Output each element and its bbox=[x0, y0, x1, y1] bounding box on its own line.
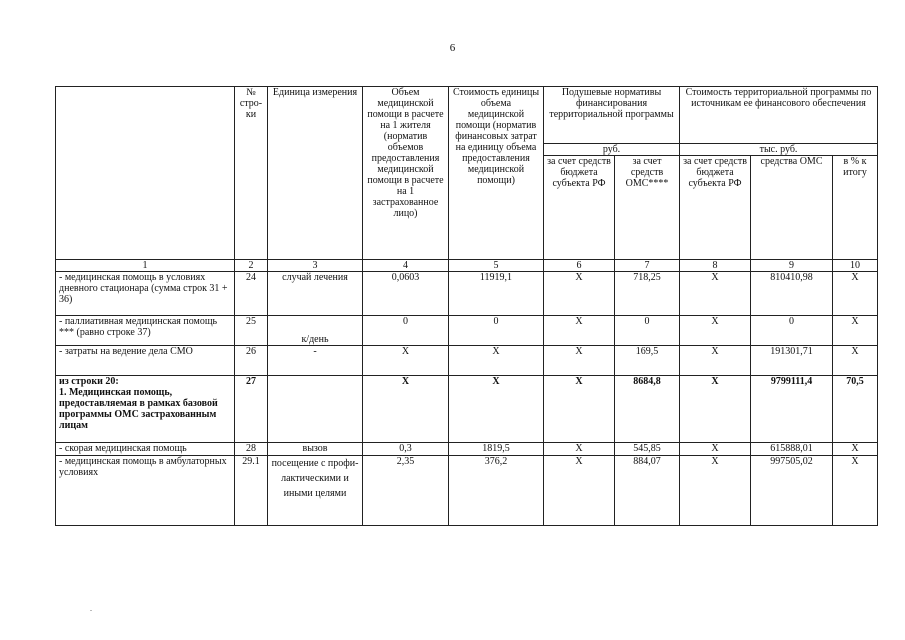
table-row bbox=[56, 456, 878, 526]
header-row-no: № стро-ки bbox=[235, 87, 268, 260]
row-per-capita-budget: Х bbox=[544, 443, 615, 456]
table-row bbox=[56, 443, 878, 456]
row-volume: 0 bbox=[363, 316, 449, 346]
column-number: 10 bbox=[833, 260, 878, 272]
row-percent: 70,5 bbox=[833, 376, 878, 443]
row-total-budget: Х bbox=[680, 376, 751, 443]
header-percent: в % к итогу bbox=[833, 156, 878, 260]
scan-speck bbox=[90, 610, 92, 611]
row-number: 24 bbox=[235, 272, 268, 316]
row-name: - медицинская помощь в амбулаторных условиях bbox=[56, 456, 235, 526]
row-per-capita-oms: 884,07 bbox=[615, 456, 680, 526]
table-row bbox=[56, 346, 878, 376]
row-unit-cost: 1819,5 bbox=[449, 443, 544, 456]
header-volume: Объем медицинской помощи в расчете на 1 жителя (норматив объемов предоставления медицинской помощи в расчете на 1 застрахованное лицо) bbox=[363, 87, 449, 260]
column-number: 2 bbox=[235, 260, 268, 272]
header-name-cell bbox=[56, 87, 235, 260]
row-total-oms: 810410,98 bbox=[751, 272, 833, 316]
row-percent: Х bbox=[833, 346, 878, 376]
row-number: 26 bbox=[235, 346, 268, 376]
column-number-row bbox=[56, 260, 878, 272]
row-percent: Х bbox=[833, 316, 878, 346]
column-number: 4 bbox=[363, 260, 449, 272]
row-unit: посещение с профи-лактическими и иными целями bbox=[268, 456, 363, 526]
header-row-1 bbox=[56, 87, 878, 144]
row-percent: Х bbox=[833, 443, 878, 456]
header-program-cost: Стоимость территориальной программы по источникам ее финансового обеспечения bbox=[680, 87, 878, 144]
row-percent: Х bbox=[833, 272, 878, 316]
row-per-capita-oms: 0 bbox=[615, 316, 680, 346]
row-total-budget: Х bbox=[680, 316, 751, 346]
row-name: - медицинская помощь в условиях дневного стационара (сумма строк 31 + 36) bbox=[56, 272, 235, 316]
table-row bbox=[56, 272, 878, 316]
row-volume: 0,3 bbox=[363, 443, 449, 456]
row-unit: к/день bbox=[268, 316, 363, 346]
header-unit-cost: Стоимость единицы объема медицинской помощи (норматив финансовых затрат на единицу объема предоставления медицинской помощи) bbox=[449, 87, 544, 260]
row-per-capita-budget: Х bbox=[544, 272, 615, 316]
row-unit bbox=[268, 376, 363, 443]
row-per-capita-oms: 718,25 bbox=[615, 272, 680, 316]
row-number: 29.1 bbox=[235, 456, 268, 526]
row-unit: случай лечения bbox=[268, 272, 363, 316]
row-per-capita-oms: 169,5 bbox=[615, 346, 680, 376]
row-percent: Х bbox=[833, 456, 878, 526]
column-number: 5 bbox=[449, 260, 544, 272]
row-unit-cost: 0 bbox=[449, 316, 544, 346]
row-per-capita-oms: 545,85 bbox=[615, 443, 680, 456]
row-name: - скорая медицинская помощь bbox=[56, 443, 235, 456]
row-per-capita-budget: Х bbox=[544, 376, 615, 443]
row-total-budget: Х bbox=[680, 456, 751, 526]
row-volume: Х bbox=[363, 376, 449, 443]
header-budget-2: за счет средств бюджета субъекта РФ bbox=[680, 156, 751, 260]
column-number: 1 bbox=[56, 260, 235, 272]
row-name: - затраты на ведение дела СМО bbox=[56, 346, 235, 376]
row-name: из строки 20: 1. Медицинская помощь, предоставляемая в рамках базовой программы ОМС застрахованным лицам bbox=[56, 376, 235, 443]
row-total-budget: Х bbox=[680, 346, 751, 376]
row-name: - паллиативная медицинская помощь *** (равно строке 37) bbox=[56, 316, 235, 346]
row-unit-cost: Х bbox=[449, 376, 544, 443]
table-row bbox=[56, 316, 878, 346]
row-total-budget: Х bbox=[680, 272, 751, 316]
table-row bbox=[56, 376, 878, 443]
row-unit: - bbox=[268, 346, 363, 376]
header-per-capita: Подушевые нормативы финансирования территориальной программы bbox=[544, 87, 680, 144]
row-unit: вызов bbox=[268, 443, 363, 456]
row-number: 25 bbox=[235, 316, 268, 346]
row-total-oms: 9799111,4 bbox=[751, 376, 833, 443]
page-number: 6 bbox=[449, 42, 456, 54]
row-number: 27 bbox=[235, 376, 268, 443]
row-per-capita-budget: Х bbox=[544, 456, 615, 526]
header-oms-2: средства ОМС bbox=[751, 156, 833, 260]
column-number: 7 bbox=[615, 260, 680, 272]
row-unit-cost: 11919,1 bbox=[449, 272, 544, 316]
column-number: 9 bbox=[751, 260, 833, 272]
row-number: 28 bbox=[235, 443, 268, 456]
row-per-capita-budget: Х bbox=[544, 316, 615, 346]
row-per-capita-budget: Х bbox=[544, 346, 615, 376]
row-total-oms: 0 bbox=[751, 316, 833, 346]
financing-table bbox=[55, 86, 878, 526]
column-number: 3 bbox=[268, 260, 363, 272]
header-budget: за счет средств бюджета субъекта РФ bbox=[544, 156, 615, 260]
row-volume: Х bbox=[363, 346, 449, 376]
header-unit: Единица измерения bbox=[268, 87, 363, 260]
row-total-budget: Х bbox=[680, 443, 751, 456]
row-per-capita-oms: 8684,8 bbox=[615, 376, 680, 443]
column-number: 8 bbox=[680, 260, 751, 272]
header-oms: за счет средств ОМС**** bbox=[615, 156, 680, 260]
row-total-oms: 615888,01 bbox=[751, 443, 833, 456]
header-thousand-rub: тыс. руб. bbox=[680, 144, 878, 156]
row-unit-cost: 376,2 bbox=[449, 456, 544, 526]
row-volume: 0,0603 bbox=[363, 272, 449, 316]
row-unit-cost: Х bbox=[449, 346, 544, 376]
column-number: 6 bbox=[544, 260, 615, 272]
row-total-oms: 997505,02 bbox=[751, 456, 833, 526]
row-volume: 2,35 bbox=[363, 456, 449, 526]
row-total-oms: 191301,71 bbox=[751, 346, 833, 376]
header-rub: руб. bbox=[544, 144, 680, 156]
